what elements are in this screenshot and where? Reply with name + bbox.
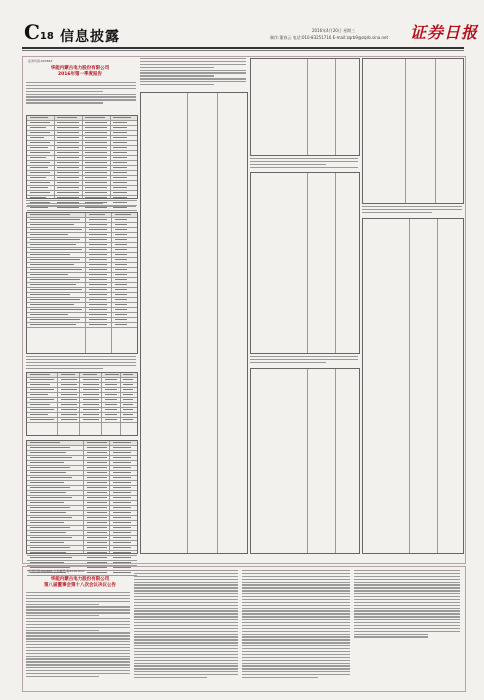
column-1-table-d xyxy=(26,440,138,554)
column-4-table-b xyxy=(362,218,464,554)
column-1-mid-text xyxy=(26,200,136,209)
article1-stock-code: 证券代码:600863 xyxy=(28,59,53,63)
column-1-table-c xyxy=(26,372,138,436)
page-number: C18 xyxy=(24,20,54,44)
article2-col-1 xyxy=(26,592,130,679)
header-rule xyxy=(22,47,464,49)
header-rule-thin xyxy=(22,50,464,51)
article2-col-4 xyxy=(354,570,460,639)
article2-title: 华能内蒙古电力股份有限公司 第八届董事会第十八次会议决议公告 xyxy=(44,577,116,588)
column-4-table xyxy=(362,58,464,204)
column-3-lower-text xyxy=(250,356,358,365)
column-3-table-c xyxy=(250,368,360,554)
page-header xyxy=(0,0,484,52)
masthead-logo: 证券日报 xyxy=(410,23,479,42)
column-3-table xyxy=(250,58,360,156)
column-1-upper xyxy=(26,82,136,105)
article1-title: 华能内蒙古电力股份有限公司 2016年第一季度报告 xyxy=(50,66,110,77)
article2-col-3 xyxy=(242,570,350,680)
issue-date: 2016年4月20日 星期三 xyxy=(312,28,356,33)
contact-line: 制作:董春云 电话:010-83251716 E-mail:zqrb9@zqrb.sina.net xyxy=(270,35,389,40)
article2-col-2 xyxy=(134,570,238,680)
column-1-table-b xyxy=(26,212,138,354)
column-3-table-b xyxy=(250,172,360,354)
column-4-mid-text xyxy=(362,206,462,215)
column-3-mid-text xyxy=(250,158,358,170)
column-1-table-a xyxy=(26,115,138,199)
article2-stock-code: 证券代码:600863 公告编号:临2016-010 xyxy=(28,569,84,573)
column-2-table xyxy=(140,92,248,554)
section-title: 信息披露 xyxy=(60,29,120,45)
column-2-upper xyxy=(140,58,246,87)
column-1-lower-text xyxy=(26,356,136,370)
